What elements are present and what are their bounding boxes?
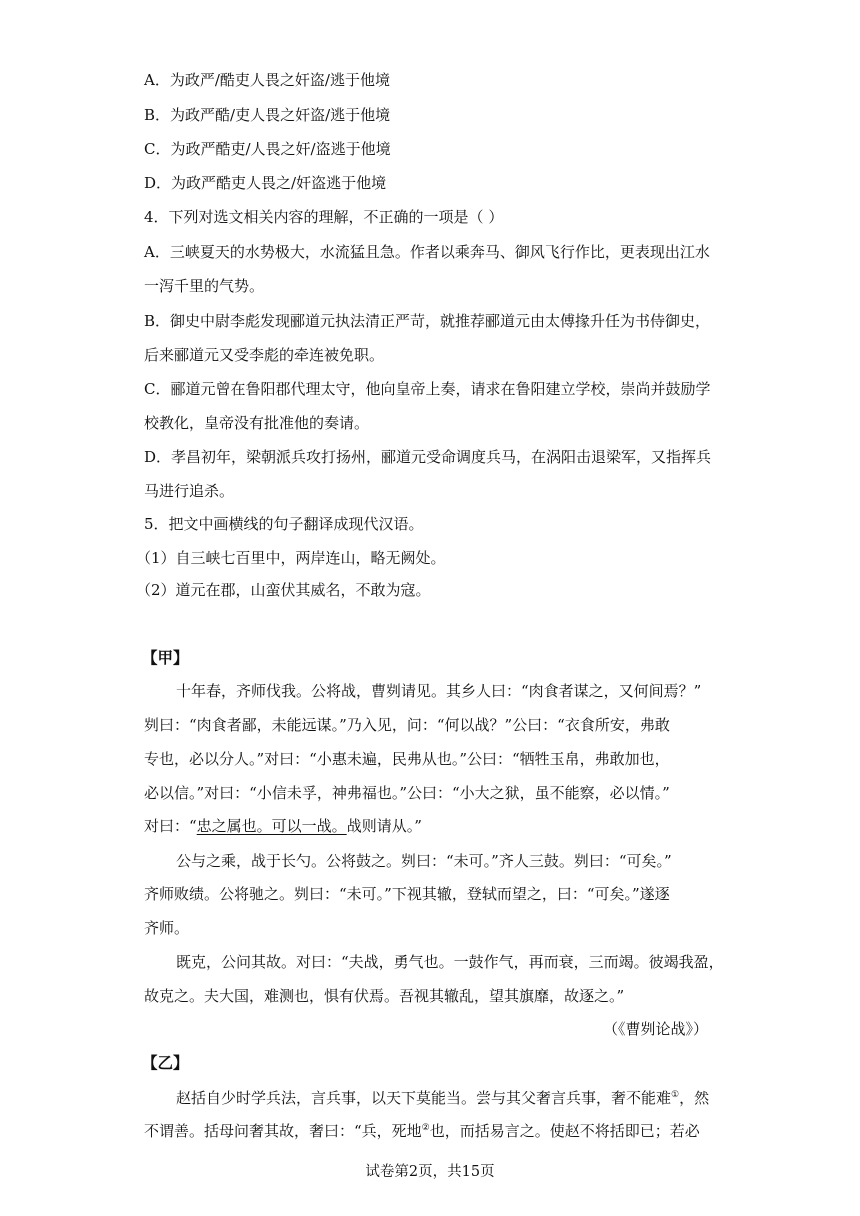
passage-yi-label: 【乙】: [142, 1053, 189, 1072]
q4-line: 马进行追杀。: [144, 482, 235, 500]
jia-p1-line: 刿曰：“肉食者鄙，未能远谋。”乃入见，问：“何以战？”公曰：“衣食所安，弗敢: [144, 716, 670, 734]
jia-p2-line: 齐师。: [144, 919, 190, 937]
q4-line: 校教化，皇帝没有批准他的奏请。: [144, 414, 370, 432]
yi-text: ，然: [679, 1089, 710, 1107]
q5-item-1: （1）自三峡七百里中，两岸连山，略无阙处。: [136, 549, 446, 567]
passage-jia-label: 【甲】: [142, 648, 189, 667]
underlined-sentence: 忠之属也。可以一战。: [196, 817, 347, 835]
jia-text: 对曰：“: [144, 817, 197, 835]
q4-line: 后来郦道元又受李彪的牵连被免职。: [144, 346, 385, 364]
page-footer: 试卷第2页，共15页: [365, 1164, 495, 1180]
jia-p1-line: 十年春，齐师伐我。公将战，曹刿请见。其乡人曰：“肉食者谋之，又何间焉？”: [176, 682, 702, 700]
yi-text: 不谓善。括母问奢其故，奢曰：“兵，死地: [144, 1122, 422, 1140]
jia-p3-line: 既克，公问其故。对曰：“夫战，勇气也。一鼓作气，再而衰，三而竭。彼竭我盈，: [176, 953, 724, 971]
q3-option-d: D．为政严酷吏人畏之/奸盗逃于他境: [144, 174, 387, 192]
yi-text: 赵括自少时学兵法，言兵事，以天下莫能当。尝与其父奢言兵事，奢不能难: [176, 1089, 672, 1107]
jia-p1-line: 必以信。”对曰：“小信未孚，神弗福也。”公曰：“小大之狱，虽不能察，必以情。”: [144, 784, 670, 802]
q4-line: 一泻千里的气势。: [144, 277, 265, 295]
yi-line-2: [144, 1121, 724, 1141]
jia-p2-line: 公与之乘，战于长勺。公将鼓之。刿曰：“未可。”齐人三鼓。刿曰：“可矣。”: [176, 852, 672, 870]
jia-source-credit: （《曹刿论战》）: [602, 1020, 708, 1038]
jia-p1-line: 专也，必以分人。”对曰：“小惠未遍，民弗从也。”公曰：“牺牲玉帛，弗敢加也，: [144, 750, 670, 768]
footnote-marker: ②: [421, 1123, 430, 1133]
jia-p2-line: 齐师败绩。公将驰之。刿曰：“未可。”下视其辙，登轼而望之，曰：“可矣。”遂逐: [144, 885, 670, 903]
q3-option-c: C．为政严酷吏/人畏之奸/盗逃于他境: [144, 140, 391, 158]
yi-text: 也，而括易言之。使赵不将括即已；若必: [429, 1122, 700, 1140]
q4-line: A．三峡夏天的水势极大，水流猛且急。作者以乘奔马、御风飞行作比，更表现出江水: [144, 243, 710, 261]
jia-text: 战则请从。”: [346, 817, 422, 835]
jia-p1-last-line: [144, 816, 724, 836]
q4-stem: 4．下列对选文相关内容的理解，不正确的一项是（ ）: [144, 208, 504, 226]
q5-stem: 5．把文中画横线的句子翻译成现代汉语。: [144, 515, 424, 533]
jia-p3-line: 故克之。夫大国，难测也，惧有伏焉。吾视其辙乱，望其旗靡，故逐之。”: [144, 987, 625, 1005]
q4-line: D．孝昌初年，梁朝派兵攻打扬州，郦道元受命调度兵马，在涡阳击退梁军，又指挥兵: [144, 448, 712, 466]
q4-line: C．郦道元曾在鲁阳郡代理太守，他向皇帝上奏，请求在鲁阳建立学校，崇尚并鼓励学: [144, 380, 711, 398]
q3-option-b: B．为政严酷/吏人畏之奸盗/逃于他境: [144, 106, 391, 124]
yi-line-1: [176, 1088, 756, 1108]
footnote-marker: ①: [671, 1090, 680, 1100]
q5-item-2: （2）道元在郡，山蛮伏其威名，不敢为寇。: [136, 581, 431, 599]
q3-option-a: A．为政严/酷吏人畏之奸盗/逃于他境: [144, 71, 390, 89]
q4-line: B．御史中尉李彪发现郦道元执法清正严苛，就推荐郦道元由太傅掾升任为书侍御史，: [144, 312, 711, 330]
